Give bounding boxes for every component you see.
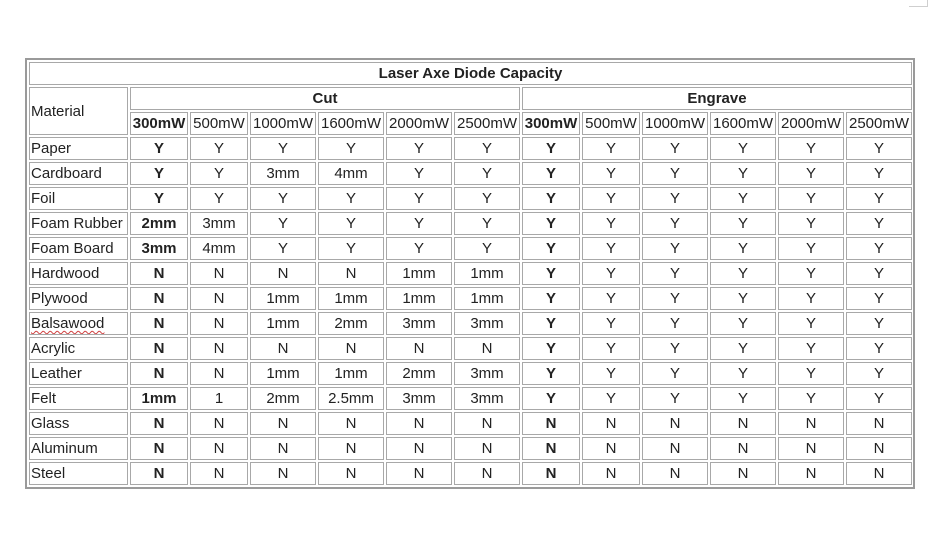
table-row — [29, 287, 912, 310]
material-cell — [29, 412, 128, 435]
engrave-value-cell: N — [846, 412, 912, 435]
cut-value-cell: N — [386, 462, 452, 485]
table-row — [29, 362, 912, 385]
material-label: Aluminum — [31, 440, 98, 457]
cut-power-header: 300mW — [130, 112, 188, 135]
cut-value-cell: Y — [250, 237, 316, 260]
engrave-value-cell: Y — [582, 337, 640, 360]
cut-value-cell: 4mm — [318, 162, 384, 185]
engrave-value-cell: Y — [710, 187, 776, 210]
engrave-value-cell: Y — [642, 212, 708, 235]
engrave-value-cell: N — [522, 437, 580, 460]
engrave-value-cell: Y — [846, 237, 912, 260]
engrave-value-cell: Y — [522, 362, 580, 385]
engrave-value-cell: Y — [778, 212, 844, 235]
material-label: Leather — [31, 365, 82, 382]
engrave-value-cell: Y — [522, 287, 580, 310]
material-label: Paper — [31, 140, 72, 157]
cut-value-cell: N — [318, 437, 384, 460]
engrave-value-cell: Y — [846, 137, 912, 160]
engrave-value-cell: Y — [846, 212, 912, 235]
engrave-value-cell: Y — [710, 137, 776, 160]
table-row — [29, 137, 912, 160]
cut-value-cell: 1mm — [386, 287, 452, 310]
engrave-power-header: 2000mW — [778, 112, 844, 135]
engrave-power-header: 500mW — [582, 112, 640, 135]
cut-value-cell: N — [190, 437, 248, 460]
engrave-value-cell: N — [778, 437, 844, 460]
cut-value-cell: N — [130, 337, 188, 360]
material-label: Foam Rubber — [31, 215, 123, 232]
cut-value-cell: 2.5mm — [318, 387, 384, 410]
engrave-value-cell: Y — [522, 212, 580, 235]
cut-value-cell: 3mm — [250, 162, 316, 185]
material-cell — [29, 337, 128, 360]
cut-value-cell: N — [190, 337, 248, 360]
material-cell — [29, 312, 128, 335]
engrave-value-cell: N — [710, 437, 776, 460]
cut-value-cell: Y — [130, 187, 188, 210]
cut-value-cell: N — [318, 337, 384, 360]
cut-value-cell: Y — [454, 187, 520, 210]
engrave-value-cell: Y — [778, 187, 844, 210]
engrave-value-cell: N — [582, 437, 640, 460]
cut-value-cell: N — [454, 462, 520, 485]
engrave-value-cell: Y — [642, 312, 708, 335]
cut-value-cell: 2mm — [318, 312, 384, 335]
engrave-value-cell: Y — [710, 362, 776, 385]
cut-value-cell: Y — [318, 137, 384, 160]
table-row — [29, 212, 912, 235]
cut-value-cell: 1mm — [386, 262, 452, 285]
cut-value-cell: Y — [250, 137, 316, 160]
cut-value-cell: Y — [386, 162, 452, 185]
material-label: Acrylic — [31, 340, 76, 357]
table-row — [29, 162, 912, 185]
cut-value-cell: N — [190, 312, 248, 335]
cut-value-cell: Y — [190, 137, 248, 160]
capacity-table — [27, 60, 914, 487]
capacity-table-frame — [25, 58, 915, 489]
cut-value-cell: N — [454, 337, 520, 360]
cut-value-cell: N — [250, 262, 316, 285]
engrave-value-cell: Y — [846, 362, 912, 385]
cut-value-cell: Y — [454, 162, 520, 185]
engrave-value-cell: Y — [710, 312, 776, 335]
engrave-power-header: 300mW — [522, 112, 580, 135]
material-cell — [29, 237, 128, 260]
table-row — [29, 462, 912, 485]
engrave-value-cell: N — [582, 462, 640, 485]
cut-value-cell: N — [130, 262, 188, 285]
cut-value-cell: N — [250, 337, 316, 360]
material-cell — [29, 137, 128, 160]
engrave-value-cell: Y — [778, 262, 844, 285]
engrave-value-cell: Y — [582, 212, 640, 235]
engrave-value-cell: N — [522, 462, 580, 485]
cut-value-cell: N — [130, 412, 188, 435]
engrave-value-cell: Y — [846, 262, 912, 285]
engrave-value-cell: Y — [846, 312, 912, 335]
cut-value-cell: Y — [130, 162, 188, 185]
engrave-value-cell: Y — [582, 362, 640, 385]
engrave-value-cell: Y — [778, 237, 844, 260]
cut-value-cell: Y — [318, 212, 384, 235]
material-label: Plywood — [31, 290, 88, 307]
cut-value-cell: 1mm — [318, 287, 384, 310]
engrave-value-cell: Y — [778, 362, 844, 385]
cut-value-cell: N — [454, 437, 520, 460]
cut-value-cell: N — [386, 437, 452, 460]
engrave-value-cell: Y — [642, 287, 708, 310]
cut-value-cell: N — [190, 362, 248, 385]
engrave-value-cell: Y — [582, 387, 640, 410]
engrave-value-cell: Y — [778, 387, 844, 410]
engrave-value-cell: Y — [642, 362, 708, 385]
material-cell — [29, 262, 128, 285]
engrave-value-cell: Y — [778, 162, 844, 185]
engrave-value-cell: Y — [642, 237, 708, 260]
engrave-value-cell: Y — [846, 337, 912, 360]
engrave-value-cell: Y — [642, 137, 708, 160]
material-label: Foam Board — [31, 240, 114, 257]
cut-value-cell: N — [250, 412, 316, 435]
engrave-value-cell: Y — [710, 262, 776, 285]
table-row — [29, 437, 912, 460]
table-row — [29, 387, 912, 410]
cut-value-cell: N — [130, 437, 188, 460]
engrave-value-cell: Y — [778, 312, 844, 335]
cut-value-cell: 1mm — [130, 387, 188, 410]
engrave-value-cell: Y — [522, 237, 580, 260]
engrave-value-cell: Y — [846, 187, 912, 210]
engrave-value-cell: Y — [522, 162, 580, 185]
engrave-value-cell: Y — [522, 337, 580, 360]
engrave-value-cell: Y — [642, 337, 708, 360]
engrave-value-cell: Y — [710, 387, 776, 410]
engrave-value-cell: Y — [778, 337, 844, 360]
material-cell — [29, 362, 128, 385]
cut-value-cell: N — [318, 412, 384, 435]
cut-value-cell: N — [190, 262, 248, 285]
table-row — [29, 412, 912, 435]
cut-value-cell: N — [130, 462, 188, 485]
engrave-value-cell: Y — [846, 287, 912, 310]
cut-value-cell: 3mm — [386, 387, 452, 410]
engrave-value-cell: Y — [582, 237, 640, 260]
cut-group-header: Cut — [130, 87, 520, 110]
engrave-value-cell: Y — [642, 387, 708, 410]
engrave-value-cell: Y — [582, 262, 640, 285]
engrave-group-header: Engrave — [522, 87, 912, 110]
cut-value-cell: 1mm — [454, 287, 520, 310]
cut-value-cell: 3mm — [130, 237, 188, 260]
engrave-value-cell: N — [582, 412, 640, 435]
cut-value-cell: N — [454, 412, 520, 435]
cut-value-cell: 2mm — [386, 362, 452, 385]
engrave-value-cell: Y — [846, 162, 912, 185]
material-label: Balsawood — [31, 315, 105, 332]
cut-value-cell: 3mm — [454, 362, 520, 385]
cut-value-cell: 3mm — [454, 387, 520, 410]
cut-value-cell: 1mm — [250, 362, 316, 385]
cut-power-header: 1000mW — [250, 112, 316, 135]
engrave-value-cell: Y — [642, 262, 708, 285]
material-cell — [29, 212, 128, 235]
engrave-power-header: 1000mW — [642, 112, 708, 135]
cut-value-cell: Y — [386, 187, 452, 210]
cut-value-cell: 1mm — [454, 262, 520, 285]
engrave-value-cell: N — [710, 412, 776, 435]
material-header: Material — [29, 87, 128, 135]
engrave-value-cell: N — [778, 462, 844, 485]
cut-value-cell: 1mm — [250, 287, 316, 310]
engrave-value-cell: N — [642, 437, 708, 460]
cut-value-cell: 3mm — [386, 312, 452, 335]
engrave-value-cell: N — [642, 412, 708, 435]
cut-value-cell: 2mm — [130, 212, 188, 235]
table-row — [29, 337, 912, 360]
material-label: Hardwood — [31, 265, 100, 282]
cut-value-cell: N — [190, 462, 248, 485]
cut-value-cell: N — [190, 287, 248, 310]
power-level-header-row — [29, 112, 912, 135]
table-row — [29, 187, 912, 210]
material-label: Steel — [31, 465, 66, 482]
engrave-value-cell: Y — [642, 162, 708, 185]
table-row — [29, 312, 912, 335]
cut-value-cell: Y — [386, 137, 452, 160]
engrave-value-cell: Y — [582, 162, 640, 185]
cut-value-cell: Y — [386, 212, 452, 235]
cut-value-cell: 1mm — [318, 362, 384, 385]
cut-value-cell: N — [130, 287, 188, 310]
cut-value-cell: N — [318, 462, 384, 485]
cut-power-header: 1600mW — [318, 112, 384, 135]
engrave-value-cell: N — [522, 412, 580, 435]
cut-value-cell: Y — [454, 237, 520, 260]
material-label: Felt — [31, 390, 57, 407]
engrave-value-cell: N — [778, 412, 844, 435]
engrave-value-cell: Y — [582, 312, 640, 335]
cut-value-cell: Y — [386, 237, 452, 260]
capacity-table-body — [29, 137, 912, 485]
cut-value-cell: N — [190, 412, 248, 435]
engrave-value-cell: Y — [642, 187, 708, 210]
material-label: Cardboard — [31, 165, 102, 182]
cut-value-cell: 1mm — [250, 312, 316, 335]
material-cell — [29, 162, 128, 185]
engrave-power-header: 2500mW — [846, 112, 912, 135]
cut-value-cell: 3mm — [454, 312, 520, 335]
cut-value-cell: 2mm — [250, 387, 316, 410]
cut-value-cell: Y — [190, 187, 248, 210]
cut-value-cell: N — [386, 337, 452, 360]
engrave-value-cell: Y — [582, 137, 640, 160]
engrave-value-cell: Y — [846, 387, 912, 410]
cut-value-cell: N — [250, 437, 316, 460]
cut-value-cell: Y — [130, 137, 188, 160]
material-cell — [29, 187, 128, 210]
cut-power-header: 500mW — [190, 112, 248, 135]
engrave-value-cell: Y — [778, 137, 844, 160]
cut-value-cell: Y — [318, 187, 384, 210]
cut-value-cell: Y — [454, 212, 520, 235]
cut-value-cell: N — [130, 362, 188, 385]
engrave-value-cell: Y — [710, 287, 776, 310]
table-row — [29, 237, 912, 260]
cut-value-cell: Y — [190, 162, 248, 185]
engrave-value-cell: N — [642, 462, 708, 485]
engrave-value-cell: Y — [582, 287, 640, 310]
material-cell — [29, 462, 128, 485]
cut-value-cell: N — [386, 412, 452, 435]
engrave-value-cell: Y — [778, 287, 844, 310]
cut-value-cell: Y — [250, 212, 316, 235]
cut-value-cell: Y — [318, 237, 384, 260]
engrave-value-cell: Y — [710, 212, 776, 235]
engrave-value-cell: Y — [522, 387, 580, 410]
table-row — [29, 262, 912, 285]
cut-power-header: 2000mW — [386, 112, 452, 135]
cut-value-cell: N — [318, 262, 384, 285]
engrave-value-cell: N — [846, 462, 912, 485]
engrave-power-header: 1600mW — [710, 112, 776, 135]
engrave-value-cell: Y — [710, 337, 776, 360]
material-label: Foil — [31, 190, 56, 207]
cut-value-cell: N — [130, 312, 188, 335]
cut-value-cell: Y — [454, 137, 520, 160]
engrave-value-cell: Y — [522, 262, 580, 285]
cut-value-cell: N — [250, 462, 316, 485]
engrave-value-cell: Y — [522, 312, 580, 335]
engrave-value-cell: Y — [710, 237, 776, 260]
material-label: Glass — [31, 415, 70, 432]
engrave-value-cell: N — [846, 437, 912, 460]
engrave-value-cell: Y — [522, 137, 580, 160]
cut-value-cell: 3mm — [190, 212, 248, 235]
material-cell — [29, 387, 128, 410]
engrave-value-cell: Y — [582, 187, 640, 210]
cut-value-cell: Y — [250, 187, 316, 210]
engrave-value-cell: Y — [522, 187, 580, 210]
cut-value-cell: 1 — [190, 387, 248, 410]
material-cell — [29, 437, 128, 460]
engrave-value-cell: N — [710, 462, 776, 485]
engrave-value-cell: Y — [710, 162, 776, 185]
cut-power-header: 2500mW — [454, 112, 520, 135]
cut-value-cell: 4mm — [190, 237, 248, 260]
table-title: Laser Axe Diode Capacity — [29, 62, 912, 85]
material-cell — [29, 287, 128, 310]
window-corner-mark — [909, 0, 928, 7]
